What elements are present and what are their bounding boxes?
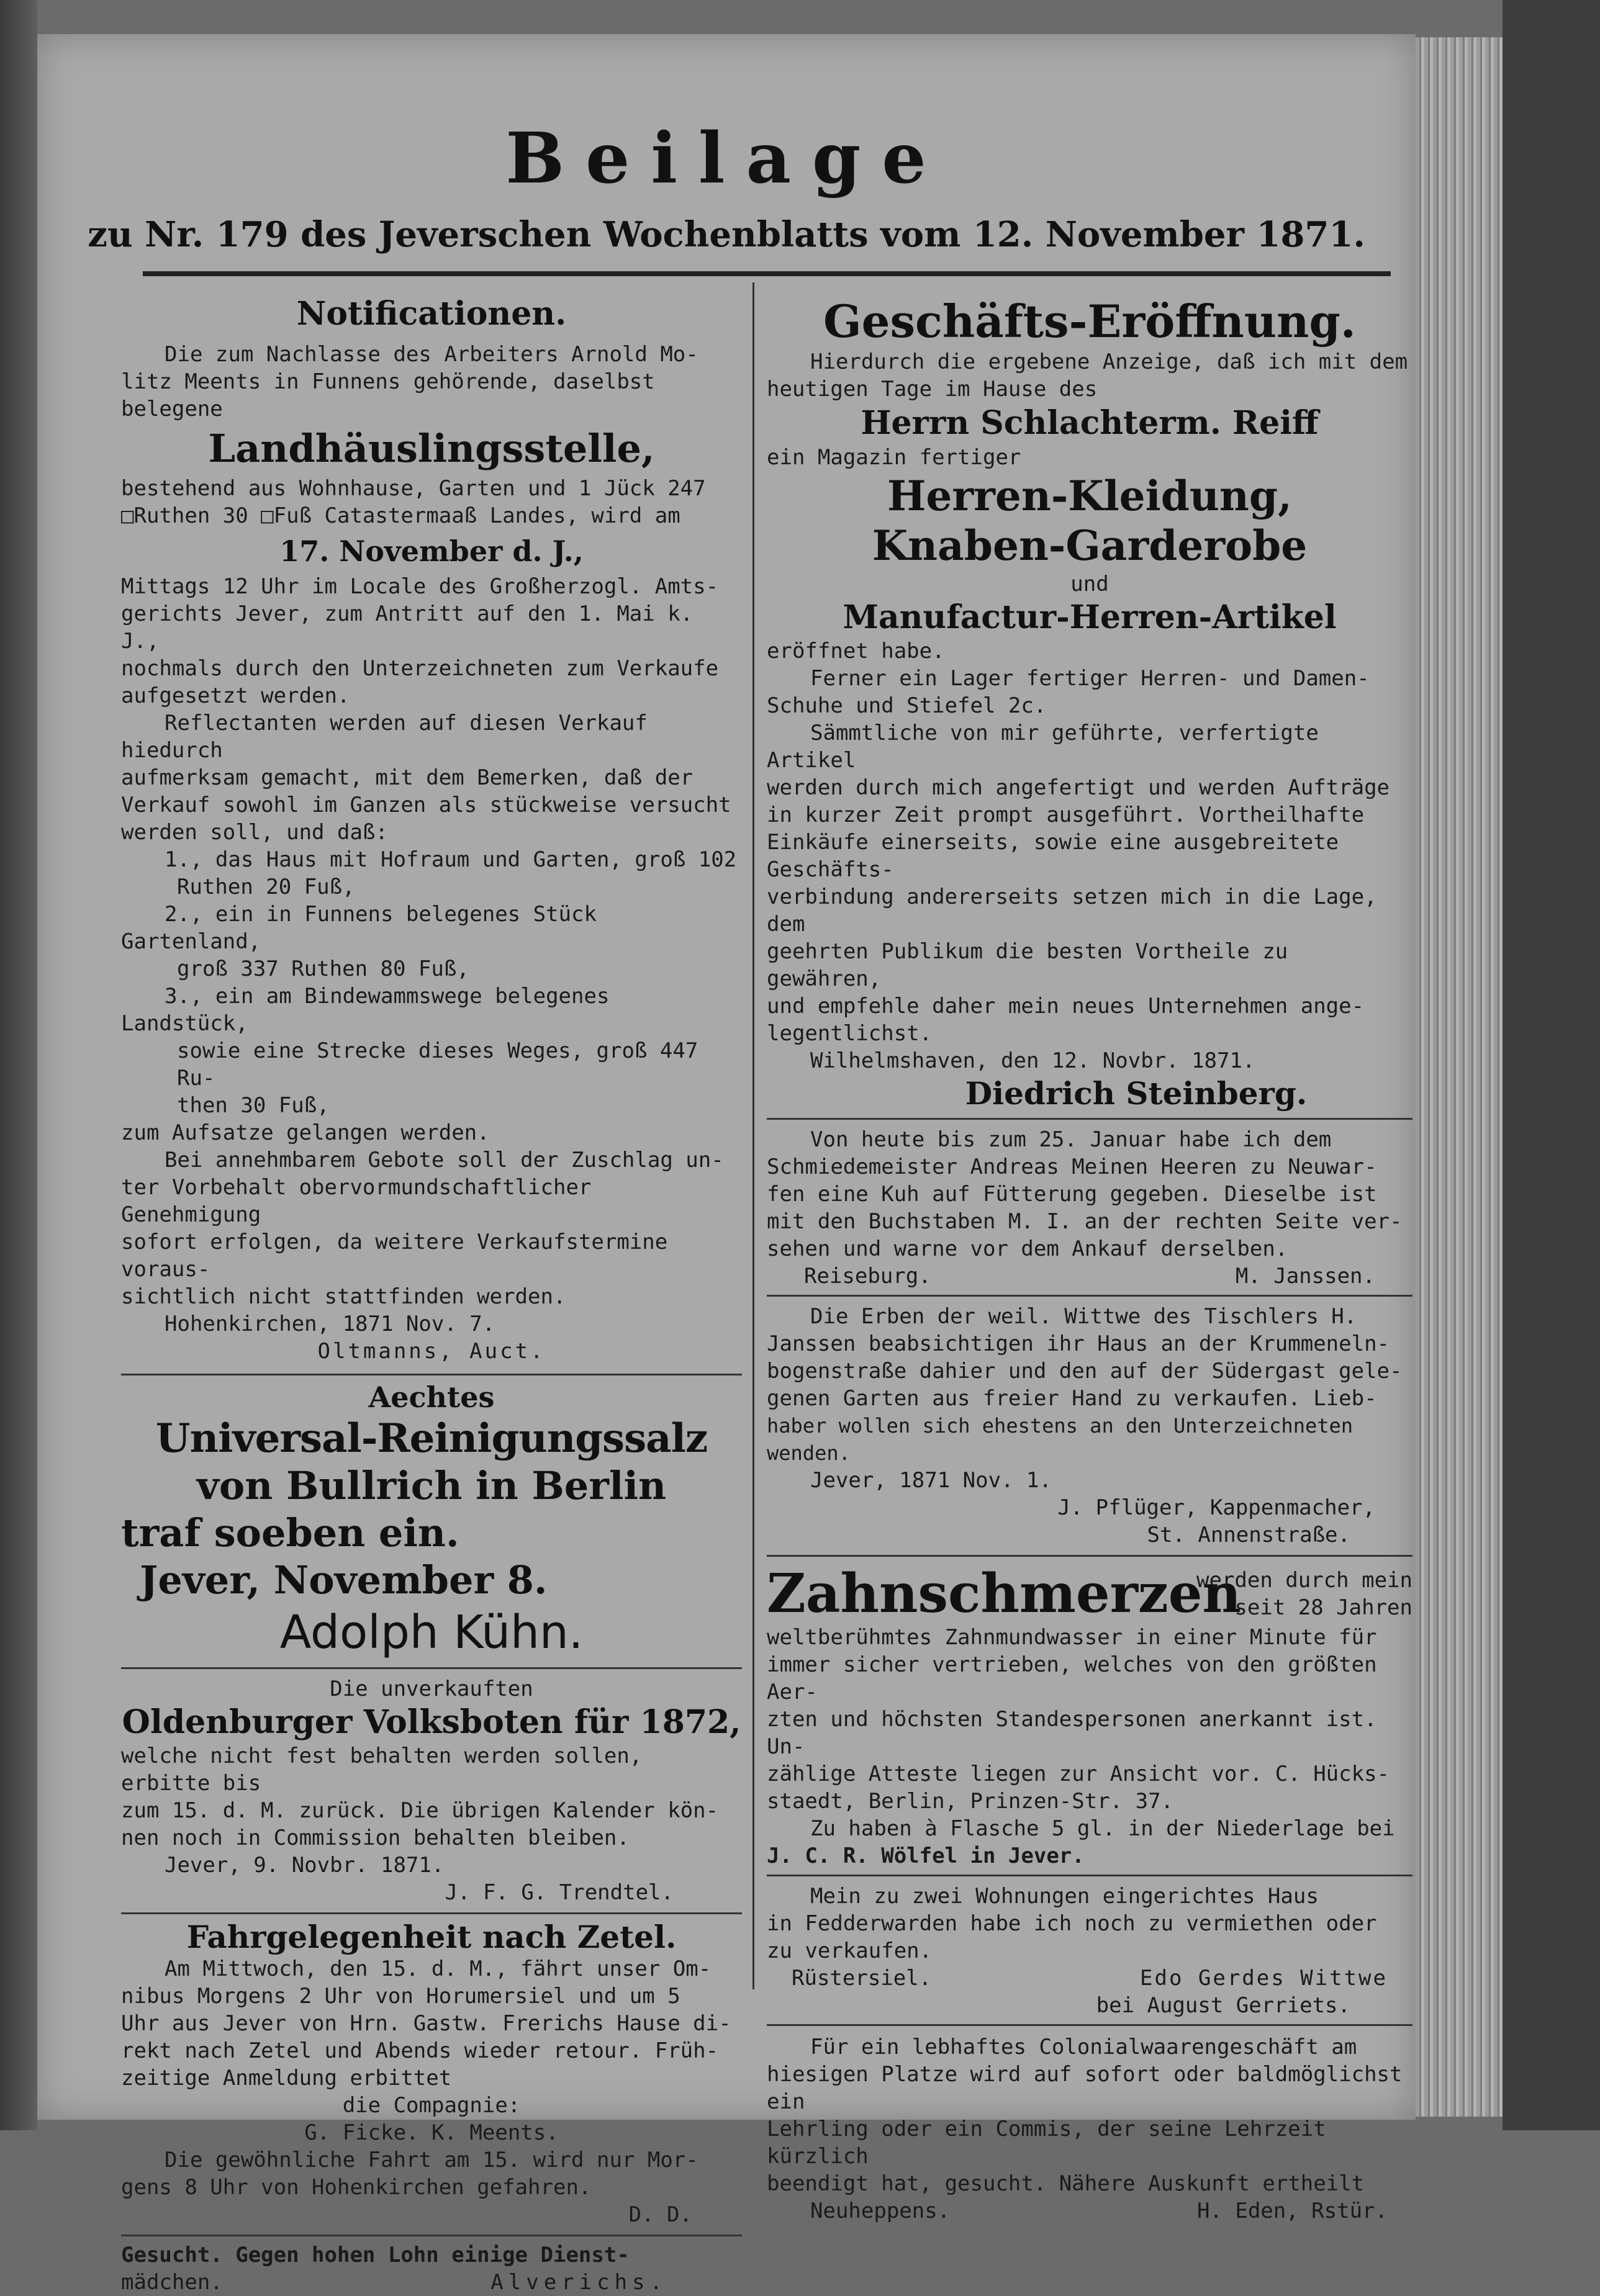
geschaeft-house: Herrn Schlachterm. Reiff (861, 404, 1319, 442)
erben-notice (767, 1303, 1412, 1549)
gesucht-signature: Alverichs. (490, 2270, 667, 2295)
notice-text: Ruthen 20 Fuß, (177, 875, 355, 899)
geschaeft-text: geehrten Publikum die besten Vortheile zu gewähren, (767, 939, 1288, 991)
wohnung-place: Rüstersiel. (792, 1966, 932, 1991)
header-rule (143, 271, 1391, 276)
salz-line: traf soeben ein. (121, 1510, 459, 1555)
zahn-ad (767, 1564, 1412, 1870)
kuh-text: fen eine Kuh auf Fütterung gegeben. Dieselbe ist (767, 1182, 1377, 1207)
geschaeft-text: werden durch mich angefertigt und werden Aufträge (767, 775, 1390, 800)
salz-signature: Adolph Kühn. (279, 1606, 584, 1659)
colonial-signature: H. Eden, Rstür. (1196, 2199, 1388, 2223)
notice-text: sofort erfolgen, da weitere Verkaufstermine voraus- (121, 1230, 668, 1282)
notice-text: sowie eine Strecke dieses Weges, groß 447 Ru- (177, 1038, 698, 1091)
notice-text: litz Meents in Funnens gehörende, daselbst belegene (121, 369, 655, 421)
section-rule (767, 2024, 1412, 2026)
section-rule (121, 2235, 742, 2236)
kuh-text: sehen und warne vor dem Ankauf derselben. (767, 1236, 1288, 1261)
salz-line: Jever, November 8. (140, 1557, 548, 1603)
zahn-text: zten und höchsten Standespersonen anerkannt ist. Un- (767, 1707, 1377, 1759)
geschaeft-text: eröffnet habe. (767, 639, 945, 664)
notice-text: Mittags 12 Uhr im Locale des Großherzogl. Amts- (121, 574, 719, 599)
notice-text: then 30 Fuß, (177, 1093, 330, 1118)
kuh-place: Reiseburg. (804, 1264, 931, 1289)
fahrt-text: rekt nach Zetel und Abends wieder retour. Früh- (121, 2038, 719, 2063)
page-title: Beilage (505, 118, 947, 199)
notice-text: □Ruthen 30 □Fuß Catastermaaß Landes, wird am (121, 503, 680, 528)
zahn-text: seit 28 Jahren (1234, 1595, 1412, 1620)
notice-text: Verkauf sowohl im Ganzen als stückweise versucht (121, 793, 731, 817)
notification-section (121, 295, 742, 1365)
geschaeft-text: Einkäufe einerseits, sowie eine ausgebreitete Geschäfts- (767, 830, 1339, 882)
notice-text: zum Aufsatze gelangen werden. (121, 1120, 490, 1145)
fahrt-text: nibus Morgens 2 Uhr von Horumersiel und um 5 (121, 1984, 680, 2009)
kuh-text: Von heute bis zum 25. Januar habe ich dem (810, 1127, 1332, 1152)
gesucht-text: Gesucht. Gegen hohen Lohn einige Dienst- (121, 2243, 630, 2267)
volksbote-ad (121, 1675, 742, 1906)
erben-text: haber wollen sich ehestens an den Unterzeichneten wenden. (767, 1414, 1354, 1465)
erben-text: bogenstraße dahier und den auf der Südergast gele- (767, 1359, 1403, 1384)
zahn-heading: Zahnschmerzen (767, 1562, 1241, 1625)
fahrt-signature: G. Ficke. K. Meents. (304, 2120, 559, 2145)
erben-signature: J. Pflüger, Kappenmacher, (1057, 1495, 1375, 1520)
fahrt-signature: D. D. (628, 2202, 692, 2227)
geschaeft-text: und empfehle daher mein neues Unternehmen ange- (767, 994, 1365, 1019)
salz-line: von Bullrich in Berlin (196, 1463, 667, 1508)
notice-signature: Oltmanns, Auct. (317, 1339, 546, 1364)
fahrt-heading: Fahrgelegenheit nach Zetel. (186, 1919, 677, 1955)
volksbote-text: zum 15. d. M. zurück. Die übrigen Kalender kön- (121, 1798, 719, 1823)
volksbote-line: Die unverkauften (330, 1677, 533, 1701)
salz-line: Aechtes (368, 1380, 495, 1414)
notice-text: Bei annehmbarem Gebote soll der Zuschlag un- (165, 1148, 724, 1173)
fahrt-ad (121, 1919, 742, 2228)
notice-text: 3., ein am Bindewammswege belegenes Landstück, (121, 984, 610, 1036)
colonial-text: Für ein lebhaftes Colonialwaarengeschäft am (810, 2035, 1357, 2060)
section-rule (121, 1667, 742, 1669)
notification-heading: Notificationen. (296, 295, 567, 333)
geschaeft-text: Ferner ein Lager fertiger Herren- und Damen- (810, 666, 1370, 691)
notice-text: ter Vorbehalt obervormundschaftlicher Genehmigung (121, 1175, 592, 1227)
erben-signature: St. Annenstraße. (1147, 1523, 1350, 1547)
volksbote-signature: J. F. G. Trendtel. (445, 1880, 674, 1905)
zahn-text: weltberühmtes Zahnmundwasser in einer Minute für (767, 1625, 1377, 1650)
newspaper-page (37, 34, 1416, 2295)
section-rule (121, 1912, 742, 1914)
geschaeft-text: in kurzer Zeit prompt ausgeführt. Vortheilhafte (767, 803, 1365, 827)
notice-text: 2., ein in Funnens belegenes Stück Gartenland, (121, 902, 597, 954)
erben-text: Jever, 1871 Nov. 1. (810, 1468, 1052, 1493)
colonial-text: hiesigen Platze wird auf sofort oder baldmöglichst ein (767, 2062, 1403, 2114)
zahn-text: staedt, Berlin, Prinzen-Str. 37. (767, 1789, 1174, 1814)
notice-text: werden soll, und daß: (121, 820, 388, 845)
fahrt-text: zeitige Anmeldung erbittet (121, 2066, 452, 2091)
gesucht-text: mädchen. (121, 2270, 223, 2295)
erben-text: Die Erben der weil. Wittwe des Tischlers H. (810, 1304, 1357, 1329)
geschaeft-text: verbindung andererseits setzen mich in die Lage, dem (767, 885, 1377, 937)
wohnung-text: in Fedderwarden habe ich noch zu vermiethen oder (767, 1911, 1377, 1936)
kuh-notice (767, 1126, 1412, 1290)
scan-left-shadow (0, 0, 37, 2130)
volksbote-text: welche nicht fest behalten werden sollen, erbitte bis (121, 1744, 643, 1796)
column-divider (753, 282, 754, 1989)
section-rule (121, 1374, 742, 1375)
geschaeft-text: legentlichst. (767, 1021, 933, 1046)
notice-text: groß 337 Ruthen 80 Fuß, (177, 957, 469, 981)
geschaeft-text: Schuhe und Stiefel 2c. (767, 693, 1047, 718)
zahn-text: werden durch mein (1196, 1568, 1412, 1593)
notice-text: Reflectanten werden auf diesen Verkauf hiedurch (121, 711, 648, 763)
colonial-ad (767, 2033, 1412, 2225)
volksbote-text: nen noch in Commission behalten bleiben. (121, 1826, 630, 1850)
geschaeft-ad (767, 295, 1412, 1113)
colonial-place: Neuheppens. (810, 2199, 951, 2223)
property-title: Landhäuslingsstelle, (208, 426, 655, 471)
section-rule (767, 1118, 1412, 1120)
wohnung-text: Mein zu zwei Wohnungen eingerichtes Haus (810, 1884, 1319, 1909)
notice-place-date: Hohenkirchen, 1871 Nov. 7. (165, 1312, 495, 1336)
volksbote-title: Oldenburger Volksboten für 1872, (122, 1703, 741, 1741)
notice-text: Die zum Nachlasse des Arbeiters Arnold Mo- (165, 342, 698, 367)
wohnung-ad (767, 1883, 1412, 2019)
kuh-text: Schmiedemeister Andreas Meinen Heeren zu Neuwar- (767, 1155, 1377, 1179)
book-page-edges (1416, 37, 1503, 2117)
scan-right-background (1503, 0, 1600, 2130)
volksbote-text: Jever, 9. Novbr. 1871. (165, 1853, 445, 1878)
notice-text: aufgesetzt werden. (121, 683, 350, 708)
geschaeft-product: Knaben-Garderobe (872, 521, 1308, 570)
wohnung-text: zu verkaufen. (767, 1938, 933, 1963)
salz-product: Universal-Reinigungssalz (155, 1415, 708, 1462)
notice-text: bestehend aus Wohnhause, Garten und 1 Jück 247 (121, 476, 706, 501)
gesucht-ad (121, 2241, 742, 2296)
erben-text: Janssen beabsichtigen ihr Haus an der Krummeneln- (767, 1331, 1390, 1356)
zahn-text: zählige Atteste liegen zur Ansicht vor. C. Hücks- (767, 1762, 1390, 1786)
geschaeft-text: und (1070, 572, 1109, 597)
left-column (121, 295, 742, 2296)
fahrt-text: Am Mittwoch, den 15. d. M., fährt unser Om- (165, 1956, 712, 1981)
geschaeft-heading: Geschäfts-Eröffnung. (823, 295, 1356, 348)
fahrt-signature: die Compagnie: (342, 2093, 521, 2118)
notice-text: gerichts Jever, zum Antritt auf den 1. Mai k. J., (121, 601, 694, 654)
fahrt-text: Die gewöhnliche Fahrt am 15. wird nur Mor- (165, 2148, 698, 2172)
zahn-text: Zu haben à Flasche 5 gl. in der Niederlage bei (810, 1816, 1395, 1841)
salz-ad (121, 1379, 742, 1661)
notice-text: aufmerksam gemacht, mit dem Bemerken, daß der (121, 765, 694, 790)
wohnung-signature: Edo Gerdes Wittwe (1140, 1966, 1388, 1991)
wohnung-signature: bei August Gerriets. (1096, 1993, 1350, 2018)
zahn-text: immer sicher vertrieben, welches von den größten Aer- (767, 1652, 1377, 1704)
colonial-text: beendigt hat, gesucht. Nähere Auskunft ertheilt (767, 2171, 1365, 2196)
zahn-text: J. C. R. Wölfel in Jever. (767, 1844, 1085, 1868)
notice-text: 1., das Haus mit Hofraum und Garten, groß 102 (165, 847, 737, 872)
fahrt-text: gens 8 Uhr von Hohenkirchen gefahren. (121, 2175, 592, 2200)
geschaeft-product: Manufactur-Herren-Artikel (843, 598, 1337, 636)
geschaeft-text: Sämmtliche von mir geführte, verfertigte Artikel (767, 721, 1319, 773)
section-rule (767, 1875, 1412, 1876)
auction-date: 17. November d. J., (279, 534, 584, 568)
geschaeft-text: Hierdurch die ergebene Anzeige, daß ich mit dem (810, 349, 1408, 374)
kuh-text: mit den Buchstaben M. I. an der rechten Seite ver- (767, 1209, 1403, 1234)
geschaeft-signature: Diedrich Steinberg. (965, 1075, 1308, 1112)
fahrt-text: Uhr aus Jever von Hrn. Gastw. Frerichs Hause di- (121, 2011, 731, 2036)
right-column (767, 295, 1412, 2225)
notice-text: sichtlich nicht stattfinden werden. (121, 1284, 566, 1309)
notice-text: nochmals durch den Unterzeichneten zum Verkaufe (121, 656, 719, 681)
section-rule (767, 1295, 1412, 1297)
geschaeft-place-date: Wilhelmshaven, den 12. Novbr. 1871. (810, 1048, 1255, 1073)
geschaeft-product: Herren-Kleidung, (887, 472, 1292, 520)
colonial-text: Lehrling oder ein Commis, der seine Lehrzeit kürzlich (767, 2117, 1326, 2169)
geschaeft-text: heutigen Tage im Hause des (767, 377, 1098, 402)
page-subtitle: zu Nr. 179 des Jeverschen Wochenblatts vom 12. November 1871. (88, 214, 1365, 255)
geschaeft-text: ein Magazin fertiger (767, 445, 1021, 470)
kuh-signature: M. Janssen. (1235, 1264, 1375, 1289)
erben-text: genen Garten aus freier Hand zu verkaufen. Lieb- (767, 1386, 1377, 1411)
section-rule (767, 1555, 1412, 1557)
